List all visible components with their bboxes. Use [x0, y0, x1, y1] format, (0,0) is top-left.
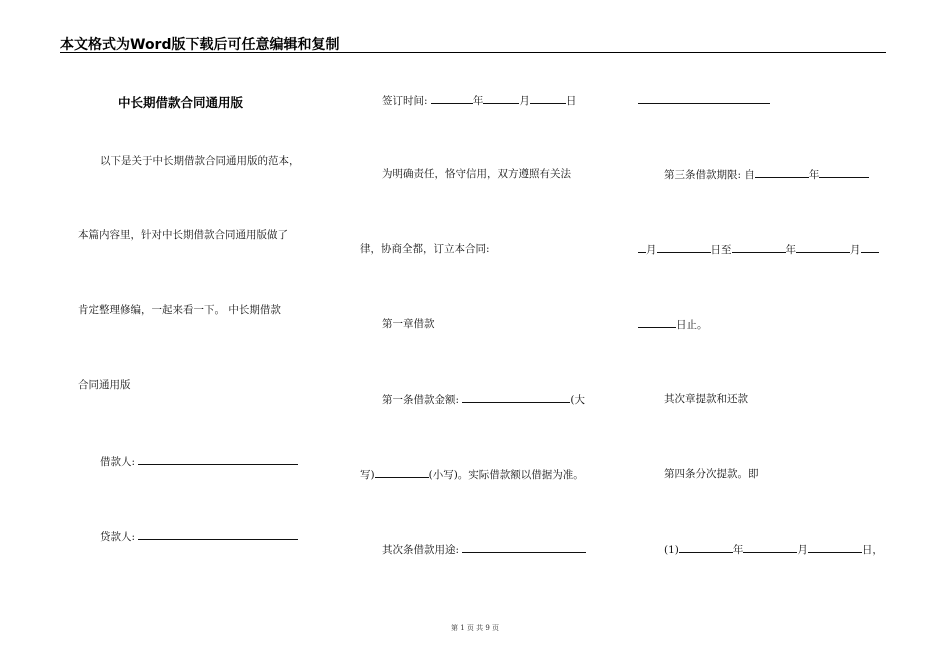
sign-day-blank	[530, 93, 566, 104]
paragraph-line: 本篇内容里，针对中长期借款合同通用版做了	[78, 229, 288, 241]
leading-blank	[638, 242, 646, 253]
day-to-label: 日至	[710, 244, 732, 256]
sign-month-blank	[483, 93, 519, 104]
paragraph-line: 合同通用版	[78, 379, 131, 391]
year-label: 年	[808, 169, 820, 181]
year-label: 年	[472, 95, 484, 107]
item-month-blank	[743, 542, 797, 553]
item-day-blank	[808, 542, 862, 553]
amount-lower-blank	[375, 467, 429, 478]
article-3-end-line	[638, 317, 708, 332]
lender-line	[100, 529, 298, 544]
page-footer: 第 1 页 共 9 页	[450, 624, 500, 632]
sign-year-blank	[431, 93, 473, 104]
term-end-day-blank	[638, 317, 676, 328]
document-title: 中长期借款合同通用版	[118, 95, 244, 110]
day-label: 日	[565, 95, 577, 107]
term-day-blank	[657, 242, 711, 253]
article-1-line	[382, 392, 585, 407]
article-4-line: 第四条分次提款。即	[664, 468, 759, 480]
amount-upper-blank	[462, 392, 570, 403]
trailing-blank	[861, 242, 879, 253]
chapter-heading: 第一章借款	[382, 318, 435, 330]
article-1-suffix: (大	[570, 394, 585, 406]
month-label: 月	[646, 244, 657, 256]
sign-date-line	[382, 93, 576, 108]
sign-date-label: 签订时间:	[382, 95, 428, 107]
lender-label: 贷款人:	[100, 531, 136, 543]
term-end-month-blank	[796, 242, 850, 253]
paragraph-line: 以下是关于中长期借款合同通用版的范本，	[100, 155, 300, 167]
article-1-cont-prefix: 写)	[360, 469, 375, 481]
item-1-prefix: (1)	[664, 544, 679, 556]
borrower-label: 借款人:	[100, 456, 136, 468]
purpose-blank	[462, 542, 586, 553]
article-3-cont-line	[638, 242, 879, 257]
chapter-heading: 其次章提款和还款	[664, 393, 748, 405]
paragraph-line: 为明确责任，恪守信用，双方遵照有关法	[382, 168, 571, 180]
year-label: 年	[785, 244, 796, 256]
term-end-year-blank	[732, 242, 786, 253]
document-header: 本文格式为Word版下载后可任意编辑和复制	[60, 37, 340, 53]
borrower-line	[100, 454, 298, 469]
signature-blank	[638, 93, 770, 104]
lender-blank	[138, 529, 298, 540]
article-3-label: 第三条借款期限: 自	[664, 169, 755, 181]
signature-line	[638, 93, 770, 108]
article-1-cont-line	[360, 467, 584, 482]
year-label: 年	[732, 544, 744, 556]
borrower-blank	[138, 454, 298, 465]
article-1-label: 第一条借款金额:	[382, 394, 460, 406]
term-year-blank	[755, 167, 809, 178]
term-month-blank	[819, 167, 869, 178]
article-3-line	[664, 167, 869, 182]
day-label: 日，	[861, 544, 883, 556]
article-2-line	[382, 542, 586, 557]
month-label: 月	[850, 244, 861, 256]
paragraph-line: 肯定整理修编，一起来看一下。 中长期借款	[78, 304, 281, 316]
month-label: 月	[797, 544, 808, 556]
header-divider	[60, 52, 886, 53]
article-2-label: 其次条借款用途:	[382, 544, 460, 556]
end-label: 日止。	[676, 319, 708, 331]
item-1-line	[664, 542, 883, 557]
article-1-cont-text: (小写)。实际借款额以借据为准。	[428, 469, 584, 481]
item-year-blank	[679, 542, 733, 553]
month-label: 月	[519, 95, 530, 107]
paragraph-line: 律，协商全都，订立本合同:	[360, 243, 490, 255]
